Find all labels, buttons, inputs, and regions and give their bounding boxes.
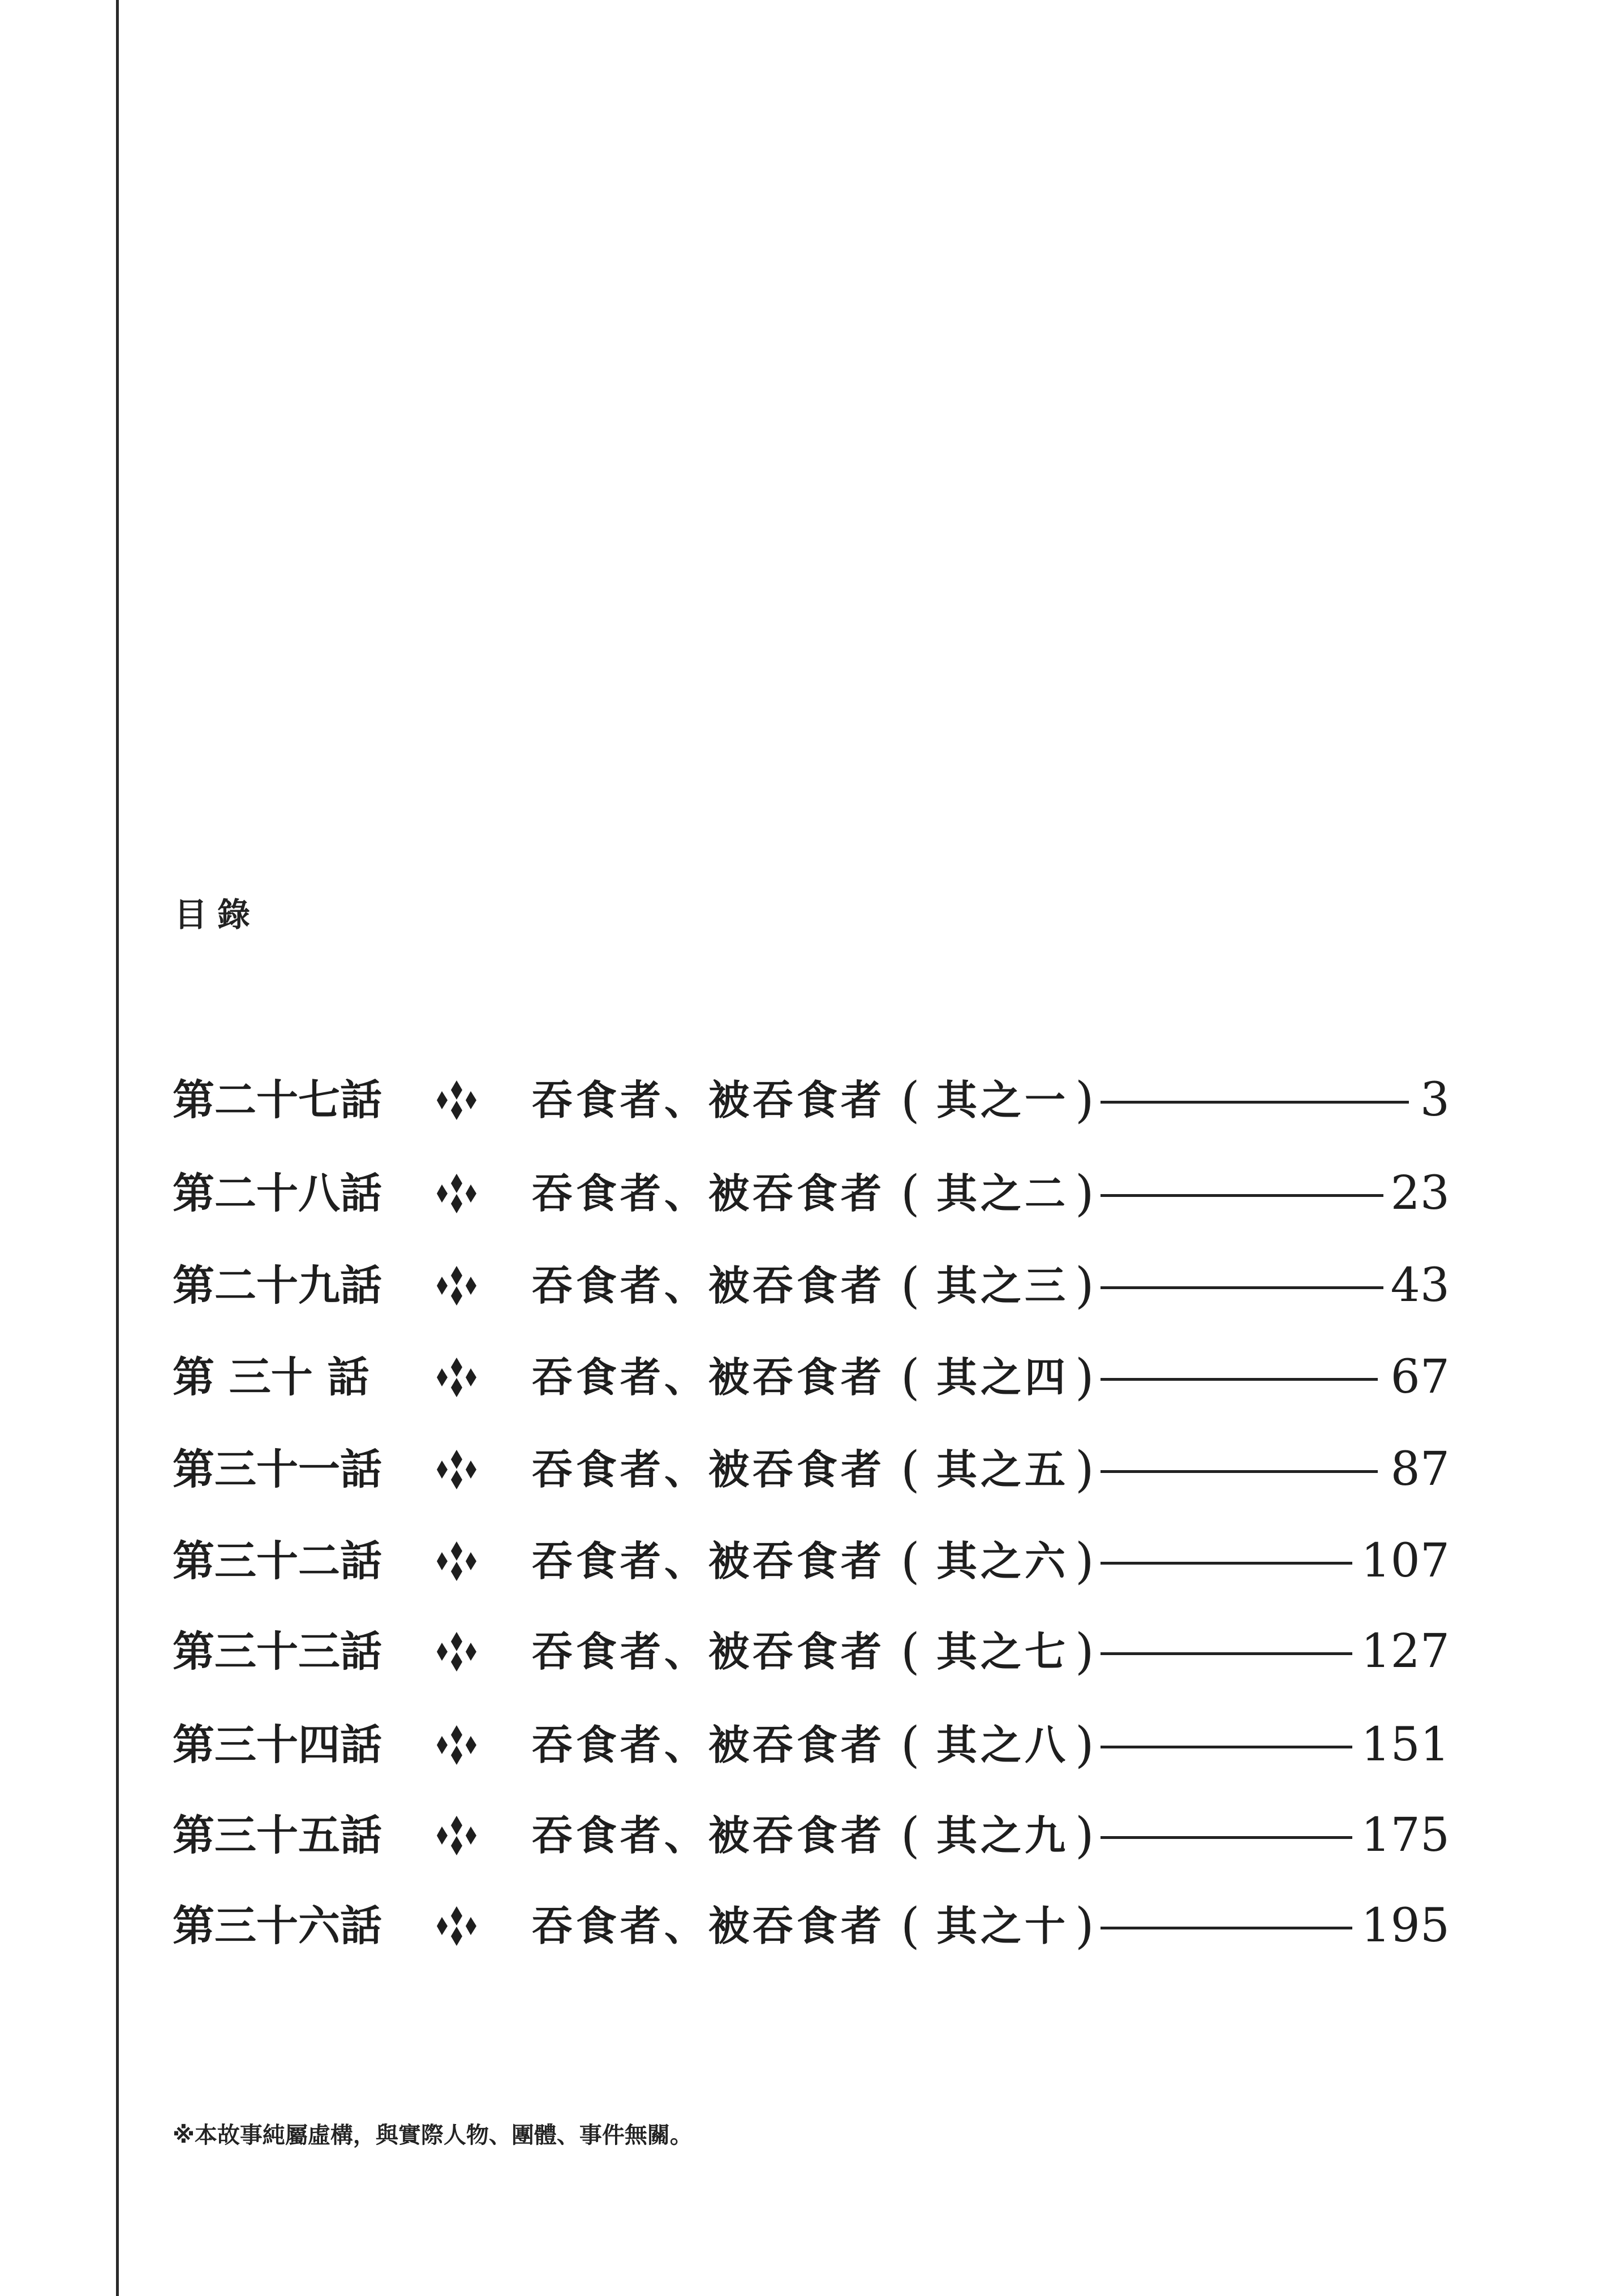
chapter-number: 第二十七話 (173, 1076, 382, 1125)
chapter-title: 吞食者、被吞食者 (532, 1627, 885, 1675)
toc-entry[interactable] (0, 1162, 1612, 1225)
four-diamond-ornament-icon (436, 1540, 478, 1582)
leader-line (1101, 1746, 1352, 1748)
chapter-number: 第三十五話 (173, 1811, 382, 1860)
page-number: 3 (1420, 1073, 1450, 1127)
chapter-number: 第二十九話 (173, 1261, 382, 1310)
four-diamond-ornament-icon (436, 1905, 478, 1947)
chapter-part: 其之七 (936, 1627, 1069, 1675)
page-number: 67 (1390, 1350, 1450, 1404)
leader-line (1101, 1101, 1409, 1104)
toc-entry[interactable] (0, 1255, 1612, 1317)
paren-close: ) (1075, 1072, 1094, 1128)
chapter-part: 其之二 (936, 1169, 1069, 1217)
paren-close: ) (1075, 1807, 1094, 1864)
toc-entry[interactable] (0, 1895, 1612, 1957)
leader-line (1101, 1652, 1352, 1655)
chapter-number: 第三十一話 (173, 1445, 382, 1494)
page-number: 107 (1361, 1534, 1450, 1588)
paren-close: ) (1075, 1349, 1094, 1406)
chapter-part: 其之十 (936, 1902, 1069, 1950)
chapter-title: 吞食者、被吞食者 (532, 1353, 885, 1401)
paren-close: ) (1075, 1165, 1094, 1222)
paren-open: ( (901, 1623, 920, 1680)
chapter-number: 第三十三話 (173, 1627, 382, 1676)
chapter-part: 其之八 (936, 1721, 1069, 1769)
toc-entry[interactable] (0, 1621, 1612, 1683)
page-number: 87 (1390, 1442, 1450, 1496)
page-number: 151 (1361, 1718, 1450, 1772)
leader-line (1101, 1378, 1378, 1381)
four-diamond-ornament-icon (436, 1724, 478, 1766)
four-diamond-ornament-icon (436, 1631, 478, 1673)
paren-open: ( (901, 1349, 920, 1406)
leader-line (1101, 1470, 1378, 1473)
chapter-title: 吞食者、被吞食者 (532, 1902, 885, 1950)
chapter-part: 其之三 (936, 1261, 1069, 1309)
page-number: 23 (1390, 1166, 1450, 1220)
page-number: 127 (1361, 1625, 1450, 1678)
page-number: 175 (1361, 1808, 1450, 1862)
chapter-title: 吞食者、被吞食者 (532, 1445, 885, 1493)
chapter-number: 第二十八話 (173, 1169, 382, 1218)
paren-close: ) (1075, 1717, 1094, 1773)
paren-close: ) (1075, 1623, 1094, 1680)
four-diamond-ornament-icon (436, 1356, 478, 1398)
page-title: 目錄 (174, 895, 261, 934)
chapter-title: 吞食者、被吞食者 (532, 1261, 885, 1309)
toc-entry[interactable] (0, 1438, 1612, 1501)
toc-entry[interactable] (0, 1714, 1612, 1776)
toc-entry[interactable] (0, 1346, 1612, 1408)
chapter-number: 第 三十 話 (173, 1353, 369, 1402)
chapter-title: 吞食者、被吞食者 (532, 1811, 885, 1859)
paren-open: ( (901, 1257, 920, 1314)
four-diamond-ornament-icon (436, 1449, 478, 1491)
paren-open: ( (901, 1441, 920, 1498)
four-diamond-ornament-icon (436, 1079, 478, 1121)
paren-open: ( (901, 1807, 920, 1864)
disclaimer-note: ※本故事純屬虛構，與實際人物、團體、事件無關。 (173, 2122, 693, 2148)
chapter-number: 第三十二話 (173, 1537, 382, 1586)
chapter-part: 其之六 (936, 1537, 1069, 1585)
toc-entry[interactable] (0, 1804, 1612, 1867)
toc-entry[interactable] (0, 1530, 1612, 1592)
leader-line (1101, 1194, 1383, 1197)
leader-line (1101, 1927, 1352, 1929)
chapter-part: 其之九 (936, 1811, 1069, 1859)
paren-open: ( (901, 1898, 920, 1954)
leader-line (1101, 1286, 1383, 1289)
page-number: 195 (1361, 1899, 1450, 1953)
chapter-number: 第三十四話 (173, 1721, 382, 1769)
chapter-title: 吞食者、被吞食者 (532, 1169, 885, 1217)
chapter-part: 其之四 (936, 1353, 1069, 1401)
chapter-title: 吞食者、被吞食者 (532, 1076, 885, 1124)
leader-line (1101, 1836, 1352, 1839)
toc-entry[interactable] (0, 1069, 1612, 1131)
paren-close: ) (1075, 1533, 1094, 1589)
paren-open: ( (901, 1072, 920, 1128)
four-diamond-ornament-icon (436, 1815, 478, 1856)
chapter-part: 其之五 (936, 1445, 1069, 1493)
paren-close: ) (1075, 1898, 1094, 1954)
chapter-title: 吞食者、被吞食者 (532, 1721, 885, 1769)
four-diamond-ornament-icon (436, 1173, 478, 1214)
page-number: 43 (1390, 1259, 1450, 1312)
chapter-title: 吞食者、被吞食者 (532, 1537, 885, 1585)
four-diamond-ornament-icon (436, 1265, 478, 1307)
paren-close: ) (1075, 1257, 1094, 1314)
leader-line (1101, 1562, 1352, 1565)
paren-close: ) (1075, 1441, 1094, 1498)
chapter-part: 其之一 (936, 1076, 1069, 1124)
chapter-number: 第三十六話 (173, 1902, 382, 1950)
paren-open: ( (901, 1165, 920, 1222)
paren-open: ( (901, 1533, 920, 1589)
paren-open: ( (901, 1717, 920, 1773)
